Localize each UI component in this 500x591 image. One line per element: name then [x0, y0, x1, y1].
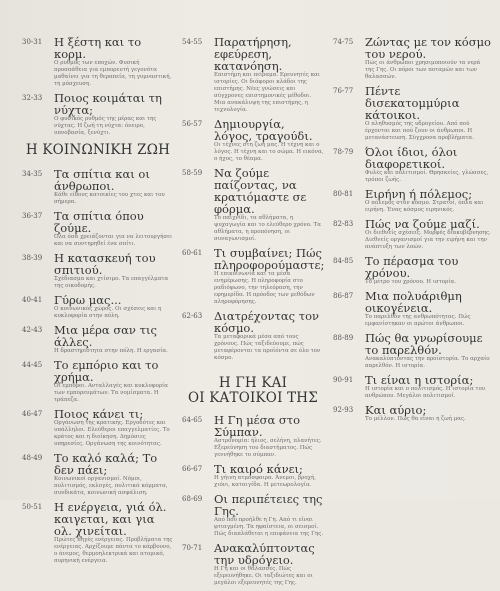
- toc-entry: [333, 146, 491, 184]
- entry-description: Το παιχνίδι, τα αθλήματα, η ψυχαγωγία και το ελεύθερο χρόνο. Τα αθλήματα, η προπόνηση, οι συναγωνισμοί.: [214, 215, 321, 242]
- page-range: 78-79: [333, 148, 354, 156]
- page-range: 92-93: [333, 406, 354, 414]
- entry-description: Οι εμπόροι. Ανταλλαγές και κυκλοφορία των εμπορευμάτων. Τα νομίσματα. Η τράπεζα.: [54, 383, 169, 403]
- toc-entry: [333, 255, 491, 286]
- entry-description: Η επικοινωνία και τα μέσα ενημέρωσης. Η πληροφορία στο ραδιόφωνο, την τηλεόραση, την εφημερίδα. Η πρόοδος των μεθόδων πληροφόρησης.: [214, 271, 315, 305]
- entry-description: Κοινωνικοί οργανισμοί. Νόμοι, πολιτισμός, εκλογές, πολιτικά κόμματα, συνδικάτα, κοινωνική ασφάλιση.: [54, 476, 168, 496]
- page-range: 66-67: [182, 465, 203, 473]
- section-title-social-life: Η ΚΟΙΝΩΝΙΚΗ ΖΩΗ: [25, 142, 171, 158]
- entry-title: Τα σπίτια όπου ζούμε.: [54, 209, 144, 235]
- entry-title: Το καλό καλά; Το δεν πάει;: [54, 451, 158, 477]
- page-range: 30-31: [22, 38, 43, 46]
- page-range: 82-83: [333, 220, 354, 228]
- entry-description: Πρώτες πηγές ενέργειας. Προβλήματα της ενέργειας. Αρχίζουμε πάντα το κάρβουνο, ο άνεμος, θερμοηλεκτρικά και ατομικό, πυρηνική ενέργεια.: [54, 537, 173, 564]
- entry-title: Η κατασκευή του σπιτιού.: [54, 251, 156, 277]
- toc-entry: [182, 463, 324, 489]
- page-range: 56-57: [182, 120, 203, 128]
- toc-entry: [182, 247, 324, 306]
- toc-entry: [22, 324, 174, 355]
- toc-entry: [333, 404, 491, 423]
- toc-entry: [182, 118, 324, 163]
- toc-entry: [22, 252, 174, 290]
- toc-entry: [22, 452, 174, 497]
- entry-description: Το μέλλον. Πώς θα είναι η ζωή μας.: [365, 416, 466, 422]
- entry-title: Διατρέχοντας τον κόσμο.: [214, 309, 320, 335]
- entry-description: Ο πληθυσμός της υδρογείου. Από πού έρχονται και πού ζουν οι άνθρωποι. Η μετανάστευση. Σύγχρονα προβλήματα.: [365, 121, 474, 141]
- entry-title: Μια πολυάριθμη οικογένεια.: [365, 289, 462, 315]
- entry-title: Γύρω μας...: [54, 293, 122, 307]
- toc-entry: [22, 210, 174, 248]
- page-range: 64-65: [182, 416, 203, 424]
- entry-description: Το μέτρο του χρόνου. Η ιστορία.: [365, 279, 456, 285]
- entry-title: Ειρήνη ή πόλεμος;: [365, 187, 473, 201]
- toc-entry: [22, 359, 174, 404]
- page-range: 90-91: [333, 376, 354, 384]
- entry-description: Όλα όσα χρειάζονται για να λειτουργήσει και να συντηρηθεί ένα σπίτι.: [54, 234, 173, 247]
- page-range: 34-35: [22, 170, 43, 178]
- entry-title: Να ζούμε παίζοντας, να κρατιόμαστε σε φόρμα.: [214, 166, 307, 216]
- page-range: 38-39: [22, 254, 43, 262]
- entry-title: Το εμπόριο και το χρήμα.: [54, 358, 159, 384]
- page-range: 42-43: [22, 326, 43, 334]
- entry-description: Το παρελθόν της ανθρωπότητας. Πώς εμφανίστηκαν οι πρώτοι άνθρωποι.: [365, 314, 471, 327]
- page-range: 68-69: [182, 495, 203, 503]
- entry-title: Μια μέρα σαν τις άλλες.: [54, 323, 157, 349]
- page-range: 84-85: [333, 257, 354, 265]
- page-range: 86-87: [333, 292, 354, 300]
- page-range: 80-81: [333, 190, 354, 198]
- entry-title: Ποιος κάνει τι;: [54, 407, 144, 421]
- toc-entry: [333, 332, 491, 370]
- entry-description: Οργάνωση της κρατικής. Εργοδότες και υπάλληλοι. Ελεύθεροι επαγγελματίες. Το κράτος και η διοίκηση. Δημόσιες υπηρεσίες. Οργάνωση της κοινότητας.: [54, 420, 170, 447]
- toc-entry: [182, 414, 324, 459]
- page-range: 36-37: [22, 212, 43, 220]
- entry-description: Κάθε είδους κατοικίες του χτες και του σήμερα.: [54, 192, 165, 205]
- entry-title: Τι καιρό κάνει;: [214, 462, 303, 476]
- entry-description: Ο φυσικός ρυθμός της μέρας και της νύχτας. Η ζωή τη νύχτα: όνειρο, υπνοβασία, ξενύχτι.: [54, 116, 157, 136]
- entry-description: Οι τέχνες στη ζωή μας. Η τέχνη και ο λόγος. Η τέχνη και το σώμα. Η εικόνα, ο ήχος, το θέαμα.: [214, 142, 324, 162]
- page-range: 46-47: [22, 410, 43, 418]
- entry-title: Δημιουργία, λόγος, τραγούδι.: [214, 117, 313, 143]
- entry-description: Τα μεταφορικά μέσα από τους χρόνους. Πώς ταξιδεύουμε, πώς μεταφέρονται τα προϊόντα σε όλο τον κόσμο.: [214, 334, 321, 361]
- toc-entry: [22, 501, 174, 565]
- entry-title: Όλοι ίδιοι, όλοι διαφορετικοί.: [365, 145, 458, 171]
- entry-description: Από πού προήλθε η Γη. Από τι είναι φτιαγμένη. Τα ηφαίστεια, οι σεισμοί. Πώς διαπλάθεται η επιφάνεια της Γης.: [214, 517, 324, 537]
- entry-title: Παρατήρηση, εφεύρεση, κατανόηση.: [214, 35, 292, 73]
- entry-title: Τα σπίτια και οι άνθρωποι.: [54, 167, 150, 193]
- entry-title: Και αύριο;: [365, 403, 427, 417]
- page-range: 62-63: [182, 312, 203, 320]
- toc-entry: [22, 168, 174, 206]
- toc-entry: [22, 92, 174, 137]
- toc-entry: [333, 374, 491, 400]
- toc-entry: [182, 542, 324, 587]
- entry-title: Τι συμβαίνει; Πώς πληροφορούμαστε;: [214, 246, 325, 272]
- entry-description: Ο κοινωνικός χώρος. Οι σχέσεις και η κυκλοφορία στην πόλη.: [54, 306, 162, 319]
- column-2: [182, 36, 324, 591]
- toc-entry: [22, 294, 174, 320]
- page-range: 60-61: [182, 249, 203, 257]
- entry-title: Το πέρασμα του χρόνου.: [365, 254, 459, 280]
- entry-description: Η ιστορία και ο πολιτισμός. Η ιστορία του ανθρώπου. Μεγάλοι πολιτισμοί.: [365, 386, 486, 399]
- toc-entry: [333, 290, 491, 328]
- entry-description: Ο πόλεμος στον κόσμο. Στρατοί, όπλα και ειρήνη. Ένας κόσμος ειρηνικός.: [365, 200, 484, 213]
- entry-description: Φυλές και πολιτισμοί. Θρησκείες, γλώσσες, τρόποι ζωής.: [365, 170, 489, 183]
- section-title-earth-line2: ΟΙ ΚΑΤΟΙΚΟΙ ΤΗΣ: [187, 390, 319, 406]
- page-range: 58-59: [182, 169, 203, 177]
- page-range: 54-55: [182, 38, 203, 46]
- entry-description: Η δραστηριότητα στην πόλη. Η εργασία.: [54, 348, 168, 354]
- entry-description: Η Γη και οι θάλασσες. Πώς εξερευνήθηκε. Οι ταξιδιώτες και οι μεγάλοι εξερευνητές της Γης.: [214, 566, 313, 586]
- entry-description: Πώς οι άνθρωποι χρησιμοποιούν τα νερά της Γης. Οι πόροι των ποταμών και των θαλασσών.: [365, 60, 481, 80]
- entry-title: Ζώντας με τον κόσμο του νερού.: [365, 35, 491, 61]
- toc-entry: [22, 408, 174, 448]
- entry-description: Αστρονομία: ήλιος, σελήνη, πλανήτες. Εξερεύνηση του διαστήματος. Πώς γεννήθηκε το σύμπαν.: [214, 438, 322, 458]
- toc-entry: [333, 218, 491, 251]
- column-3: [333, 36, 491, 427]
- page-range: 70-71: [182, 544, 203, 552]
- entry-title: Πώς να ζούμε μαζί.: [365, 217, 480, 231]
- entry-title: Οι περιπέτειες της Γης.: [214, 492, 323, 518]
- toc-entry: [22, 36, 174, 88]
- section-title-earth-line1: Η ΓΗ ΚΑΙ: [218, 375, 288, 391]
- section-title-earth: [182, 376, 324, 406]
- entry-title: Πώς θα γνωρίσουμε το παρελθόν.: [365, 331, 483, 357]
- entry-title: Η Γη μέσα στο Σύμπαν.: [214, 413, 301, 439]
- entry-description: Οι διεθνείς σχέσεις. Μορφές διακυβέρνησης. Διεθνείς οργανισμοί για την ειρήνη και την ανάπτυξη των λαών.: [365, 230, 491, 250]
- toc-entry: [333, 36, 491, 81]
- page-range: 88-89: [333, 334, 354, 342]
- entry-description: Σχέδιασμα και χτίσιμο. Τα επαγγέλματα της οικοδομής.: [54, 276, 169, 289]
- entry-title: Πέντε δισεκατομμύρια κάτοικοι.: [365, 84, 460, 122]
- entry-title: Η ενέργεια, γιά όλ. καιγεται, και για ολ. χινείται.: [54, 500, 167, 538]
- toc-entry: [333, 85, 491, 142]
- page-range: 76-77: [333, 87, 354, 95]
- page-range: 48-49: [22, 454, 43, 462]
- entry-description: Ανακαλύπτοντας την προϊστορία. Το αρχαίο παρελθόν. Η ιστορία.: [365, 356, 490, 369]
- toc-entry: [182, 36, 324, 114]
- page-range: 74-75: [333, 38, 354, 46]
- page-range: 32-33: [22, 94, 43, 102]
- toc-entry: [333, 188, 491, 214]
- entry-title: Ανακαλύπτοντας την υδρόγειο.: [214, 541, 315, 567]
- entry-title: Η ξέστη και το κορμ.: [54, 35, 142, 61]
- entry-title: Ποιος κοιμάται τη νύχτα;: [54, 91, 162, 117]
- entry-description: Επιστήμη και πείραμα. Ερευνητές και ιστορίες. Οι διάφοροι κλάδοι της επιστήμης. Νέες γνώσεις και σύγχρονες επιστημονικές μέθοδοι. Μια ανακάλυψη της επιστήμης, η τεχνολογία.: [214, 72, 321, 113]
- column-1: [22, 36, 174, 569]
- toc-entry: [182, 167, 324, 243]
- entry-description: Η γήινη ατμόσφαιρα. Άνεμοι, βροχή, χιόνι, καταιγίδα. Η μετεωρολογία.: [214, 475, 317, 488]
- entry-description: Ο ρυθμός των εποχών. Φυσική προσπάθεια για εμπορευτή γεγονότα μαθαίνει για τη θεραπεία, τη γυμναστική, τη μόσχευση.: [54, 60, 172, 87]
- page-range: 40-41: [22, 296, 43, 304]
- page-range: 44-45: [22, 361, 43, 369]
- entry-title: Τι είναι η ιστορία;: [365, 373, 474, 387]
- page-range: 50-51: [22, 503, 43, 511]
- toc-entry: [182, 310, 324, 362]
